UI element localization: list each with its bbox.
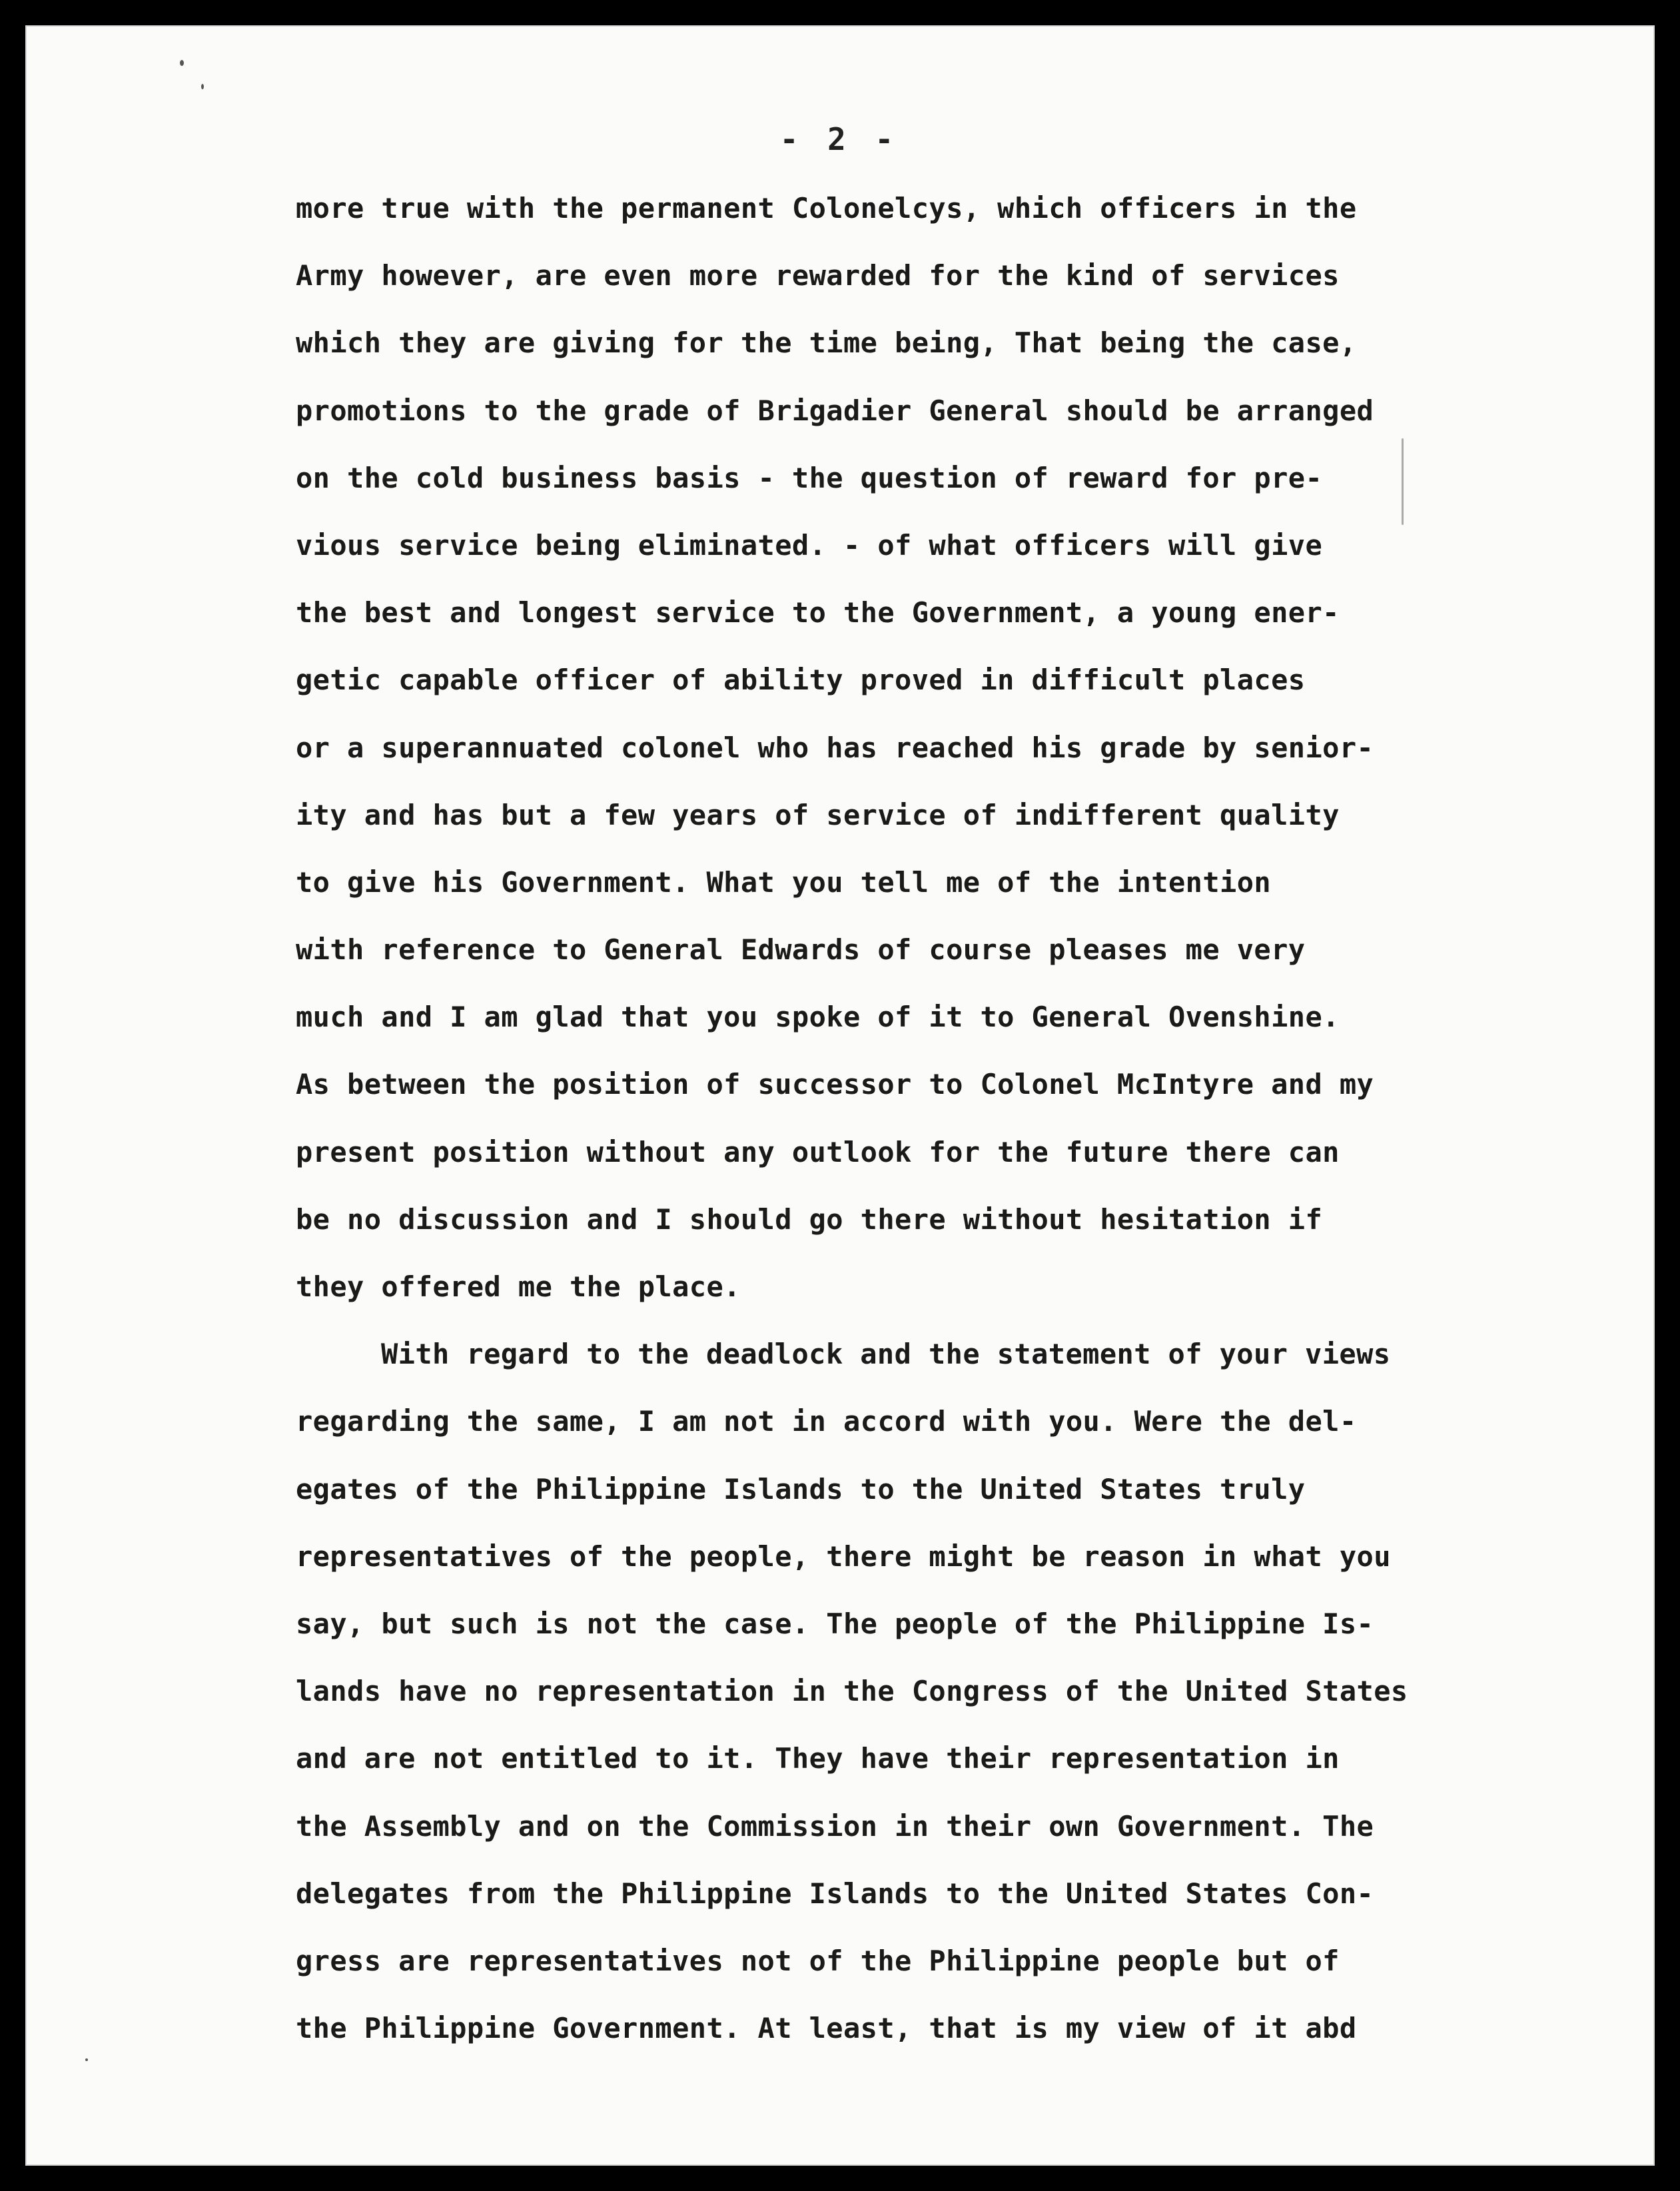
- text-line: getic capable officer of ability proved in difficult places: [296, 663, 1306, 697]
- text-line: delegates from the Philippine Islands to the United States Con-: [296, 1877, 1374, 1910]
- text-line: vious service being eliminated. - of what officers will give: [296, 528, 1323, 562]
- text-line: the best and longest service to the Government, a young ener-: [296, 596, 1340, 630]
- text-line: As between the position of successor to Colonel McIntyre and my: [296, 1068, 1374, 1101]
- text-line: ity and has but a few years of service of indifferent quality: [296, 798, 1340, 831]
- margin-mark: [201, 84, 204, 89]
- text-line: promotions to the grade of Brigadier General should be arranged: [296, 394, 1374, 427]
- text-line: which they are giving for the time being, That being the case,: [296, 326, 1357, 360]
- text-line: much and I am glad that you spoke of it to General Ovenshine.: [296, 1001, 1340, 1034]
- page-number: - 2 -: [779, 121, 899, 157]
- text-line: with reference to General Edwards of course pleases me very: [296, 933, 1306, 967]
- text-line: say, but such is not the case. The people of the Philippine Is-: [296, 1607, 1374, 1640]
- text-line: be no discussion and I should go there without hesitation if: [296, 1202, 1323, 1236]
- text-line: they offered me the place.: [296, 1270, 741, 1303]
- text-line: present position without any outlook for the future there can: [296, 1135, 1340, 1168]
- text-line: more true with the permanent Colonelcys, which officers in the: [296, 192, 1357, 224]
- paragraph-first-line: With regard to the deadlock and the statement of your views: [381, 1338, 1391, 1371]
- text-line: egates of the Philippine Islands to the United States truly: [296, 1472, 1306, 1506]
- text-line: to give his Government. What you tell me of the intention: [296, 865, 1272, 899]
- text-line: gress are representatives not of the Philippine people but of: [296, 1944, 1340, 1977]
- text-line: lands have no representation in the Congress of the United States: [296, 1675, 1408, 1708]
- margin-mark: [180, 60, 184, 66]
- text-line: on the cold business basis - the question of reward for pre-: [296, 461, 1323, 494]
- text-line: representatives of the people, there might be reason in what you: [296, 1539, 1391, 1573]
- text-line: the Assembly and on the Commission in their own Government. The: [296, 1809, 1374, 1843]
- text-line: and are not entitled to it. They have their representation in: [296, 1742, 1340, 1775]
- text-line: regarding the same, I am not in accord with you. Were the del-: [296, 1405, 1357, 1438]
- letter-body: [296, 185, 1415, 2072]
- text-line: the Philippine Government. At least, that is my view of it abd: [296, 2012, 1357, 2045]
- margin-mark: [85, 2058, 88, 2061]
- text-line: or a superannuated colonel who has reached his grade by senior-: [296, 731, 1374, 764]
- text-line: Army however, are even more rewarded for the kind of services: [296, 259, 1340, 292]
